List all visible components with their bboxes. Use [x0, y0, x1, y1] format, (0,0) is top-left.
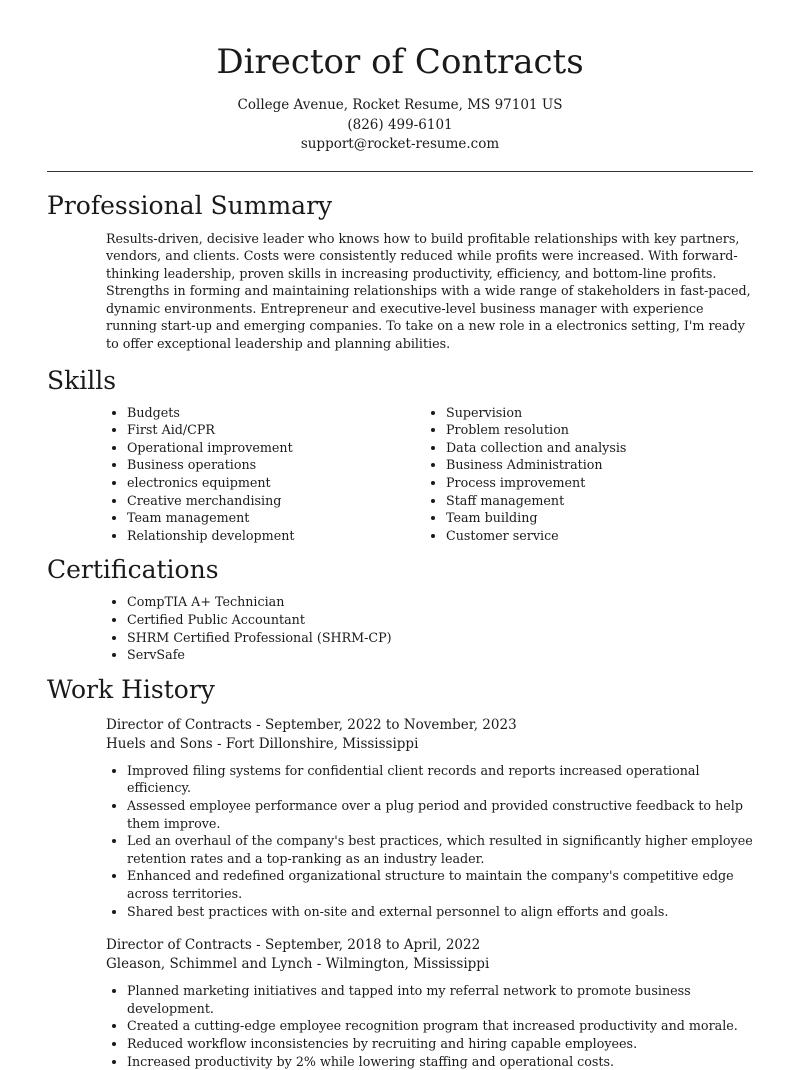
skill-item: • Creative merchandising: [127, 492, 366, 510]
skill-item: • Customer service: [446, 527, 685, 545]
skills-grid: [47, 404, 753, 545]
job-bullet: • Enhanced and redefined organizational structure to maintain the company's competitive edge across territories.: [127, 867, 753, 902]
job-title-line: Director of Contracts - September, 2022 to November, 2023: [106, 716, 753, 735]
work-history-section: [47, 674, 753, 1070]
work-history-heading: Work History: [47, 674, 753, 706]
job-bullet: • Created a cutting-edge employee recognition program that increased productivity and morale.: [127, 1017, 753, 1035]
job-company-line: Gleason, Schimmel and Lynch - Wilmington, Mississippi: [106, 955, 753, 974]
skills-section: [47, 365, 753, 545]
skill-item: • Process improvement: [446, 474, 685, 492]
certification-item: • SHRM Certified Professional (SHRM-CP): [127, 629, 753, 647]
job-bullets: [47, 982, 753, 1070]
job-bullet: • Led an overhaul of the company's best practices, which resulted in significantly higher employee retention rates and a top-ranking as an industry leader.: [127, 832, 753, 867]
skills-heading: Skills: [47, 365, 753, 397]
certifications-list: [47, 593, 753, 663]
skills-list-left: [47, 404, 366, 545]
contact-address: College Avenue, Rocket Resume, MS 97101 US: [47, 96, 753, 116]
skill-item: • Budgets: [127, 404, 366, 422]
skill-item: • Staff management: [446, 492, 685, 510]
summary-text: Results-driven, decisive leader who knows how to build profitable relationships with key partners, vendors, and clients. Costs were consistently reduced while profits were increased. With forward-thinking leadership, proven skills in increasing productivity, efficiency, and bottom-line profits. Strengths in forming and maintaining relationships with a wide range of stakeholders in fast-paced, dynamic environments. Entrepreneur and executive-level business manager with experience running start-up and emerging companies. To take on a new role in a electronics setting, I'm ready to offer exceptional leadership and planning abilities.: [106, 230, 753, 353]
resume-header: [47, 0, 753, 155]
skills-list-right: [366, 404, 685, 545]
certification-item: • ServSafe: [127, 646, 753, 664]
skill-item: • Relationship development: [127, 527, 366, 545]
job-bullet: • Planned marketing initiatives and tapped into my referral network to promote business development.: [127, 982, 753, 1017]
job-bullet: • Increased productivity by 2% while lowering staffing and operational costs.: [127, 1053, 753, 1070]
skill-item: • Data collection and analysis: [446, 439, 685, 457]
resume-page: [47, 0, 753, 1070]
skill-item: • Team building: [446, 509, 685, 527]
job-bullets: [47, 762, 753, 920]
job-bullet: • Improved filing systems for confidential client records and reports increased operational efficiency.: [127, 762, 753, 797]
job-entry: [47, 716, 753, 920]
job-bullet: • Shared best practices with on-site and external personnel to align efforts and goals.: [127, 903, 753, 921]
skill-item: • Problem resolution: [446, 421, 685, 439]
job-title-line: Director of Contracts - September, 2018 to April, 2022: [106, 936, 753, 955]
certification-item: • CompTIA A+ Technician: [127, 593, 753, 611]
contact-block: [47, 96, 753, 155]
skill-item: • Team management: [127, 509, 366, 527]
contact-phone: (826) 499-6101: [47, 116, 753, 136]
job-bullet: • Assessed employee performance over a plug period and provided constructive feedback to help them improve.: [127, 797, 753, 832]
job-bullet: • Reduced workflow inconsistencies by recruiting and hiring capable employees.: [127, 1035, 753, 1053]
certifications-section: [47, 554, 753, 663]
skill-item: • Business operations: [127, 456, 366, 474]
resume-name: Director of Contracts: [47, 40, 753, 84]
summary-section: [47, 190, 753, 353]
skill-item: • Business Administration: [446, 456, 685, 474]
job-entry: [47, 936, 753, 1070]
skill-item: • Operational improvement: [127, 439, 366, 457]
contact-email: support@rocket-resume.com: [47, 135, 753, 155]
summary-heading: Professional Summary: [47, 190, 753, 222]
skill-item: • electronics equipment: [127, 474, 366, 492]
header-divider: [47, 171, 753, 172]
skill-item: • Supervision: [446, 404, 685, 422]
skill-item: • First Aid/CPR: [127, 421, 366, 439]
certifications-heading: Certifications: [47, 554, 753, 586]
job-company-line: Huels and Sons - Fort Dillonshire, Mississippi: [106, 735, 753, 754]
certification-item: • Certified Public Accountant: [127, 611, 753, 629]
